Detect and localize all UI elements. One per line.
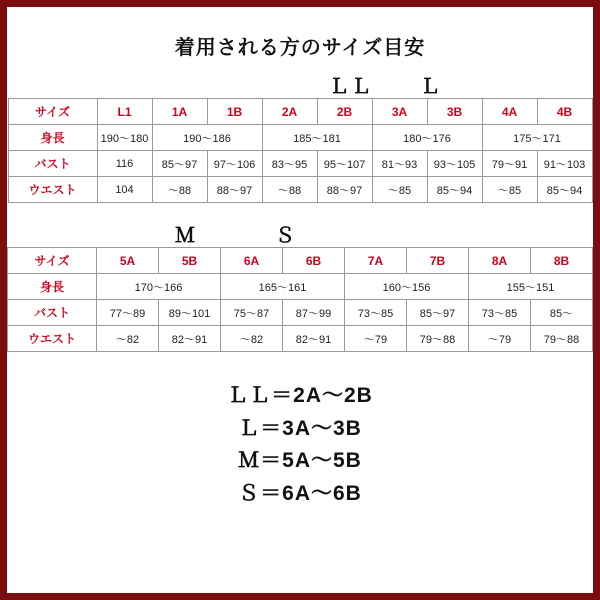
table-cell: 82〜91: [283, 326, 345, 352]
page-title: 着用される方のサイズ目安: [174, 37, 426, 59]
table-cell: 〜82: [221, 326, 283, 352]
row-header: 身長: [8, 125, 97, 151]
table-cell: 87〜99: [283, 300, 345, 326]
table-cell: 97〜106: [207, 151, 262, 177]
row-header: ウエスト: [8, 326, 97, 352]
table-row: [8, 274, 593, 300]
group-label: Ｍ: [175, 225, 197, 247]
table-cell: 73〜85: [345, 300, 407, 326]
table2-wrapper: [7, 247, 593, 352]
table-cell: 88〜97: [207, 177, 262, 203]
size-formula: Ｍ＝5A〜5B: [238, 449, 362, 473]
column-header: 5B: [159, 248, 221, 274]
column-header: 7A: [345, 248, 407, 274]
column-header: 1A: [152, 99, 207, 125]
table-cell: 〜79: [469, 326, 531, 352]
row-header: 身長: [8, 274, 97, 300]
table-cell: 82〜91: [159, 326, 221, 352]
table-cell: 91〜103: [537, 151, 592, 177]
table-cell: 185〜181: [262, 125, 372, 151]
table-cell: 〜79: [345, 326, 407, 352]
table-cell: 89〜101: [159, 300, 221, 326]
table-cell: 175〜171: [482, 125, 592, 151]
column-header-size: サイズ: [8, 99, 97, 125]
column-header: 4A: [482, 99, 537, 125]
table-row: [8, 151, 592, 177]
table-cell: 〜88: [262, 177, 317, 203]
group-label: ＬＬ: [329, 76, 373, 98]
table-cell: 93〜105: [427, 151, 482, 177]
column-header: 7B: [407, 248, 469, 274]
table-cell: 79〜88: [531, 326, 593, 352]
table-cell: 85〜94: [537, 177, 592, 203]
table-cell: 165〜161: [221, 274, 345, 300]
column-header: 4B: [537, 99, 592, 125]
table-cell: 160〜156: [345, 274, 469, 300]
row-header: バスト: [8, 151, 97, 177]
size-formula: Ｓ＝6A〜6B: [238, 481, 362, 505]
table-cell: 104: [97, 177, 152, 203]
table-cell: 85〜97: [407, 300, 469, 326]
table-header-row: [8, 248, 593, 274]
table-cell: 81〜93: [372, 151, 427, 177]
table-header-row: [8, 99, 592, 125]
table-cell: 116: [97, 151, 152, 177]
table-cell: 77〜89: [97, 300, 159, 326]
column-header: 2B: [317, 99, 372, 125]
table1-wrapper: [7, 98, 593, 203]
column-header: 5A: [97, 248, 159, 274]
size-table-large: [8, 98, 593, 203]
table-cell: 85〜: [531, 300, 593, 326]
column-header: L1: [97, 99, 152, 125]
table1-group-labels: [7, 70, 593, 98]
column-header: 6B: [283, 248, 345, 274]
table-cell: 75〜87: [221, 300, 283, 326]
table-cell: 190〜186: [152, 125, 262, 151]
group-label: Ｓ: [275, 225, 297, 247]
row-header: ウエスト: [8, 177, 97, 203]
size-formula-list: [7, 380, 593, 510]
column-header: 8A: [469, 248, 531, 274]
row-header: バスト: [8, 300, 97, 326]
table-cell: 79〜88: [407, 326, 469, 352]
table-cell: 〜85: [372, 177, 427, 203]
column-header: 3A: [372, 99, 427, 125]
table2-group-labels: [7, 219, 593, 247]
table-cell: 155〜151: [469, 274, 593, 300]
table-cell: 85〜97: [152, 151, 207, 177]
table-cell: 190〜180: [97, 125, 152, 151]
table-row: [8, 125, 592, 151]
table-row: [8, 300, 593, 326]
table-cell: 83〜95: [262, 151, 317, 177]
column-header: 6A: [221, 248, 283, 274]
column-header: 2A: [262, 99, 317, 125]
size-table-small: [7, 247, 593, 352]
column-header: 8B: [531, 248, 593, 274]
column-header: 3B: [427, 99, 482, 125]
table-cell: 〜88: [152, 177, 207, 203]
table-cell: 170〜166: [97, 274, 221, 300]
table-cell: 73〜85: [469, 300, 531, 326]
table-row: [8, 326, 593, 352]
size-formula: Ｌ＝3A〜3B: [238, 416, 362, 440]
table-row: [8, 177, 592, 203]
table-cell: 95〜107: [317, 151, 372, 177]
table-cell: 180〜176: [372, 125, 482, 151]
table-cell: 〜85: [482, 177, 537, 203]
table-cell: 79〜91: [482, 151, 537, 177]
size-formula: ＬＬ＝2A〜2B: [227, 384, 373, 407]
table-cell: 85〜94: [427, 177, 482, 203]
table-cell: 〜82: [97, 326, 159, 352]
table-cell: 88〜97: [317, 177, 372, 203]
page-inner: [7, 14, 593, 586]
column-header: 1B: [207, 99, 262, 125]
column-header-size: サイズ: [8, 248, 97, 274]
group-label: Ｌ: [420, 76, 442, 98]
